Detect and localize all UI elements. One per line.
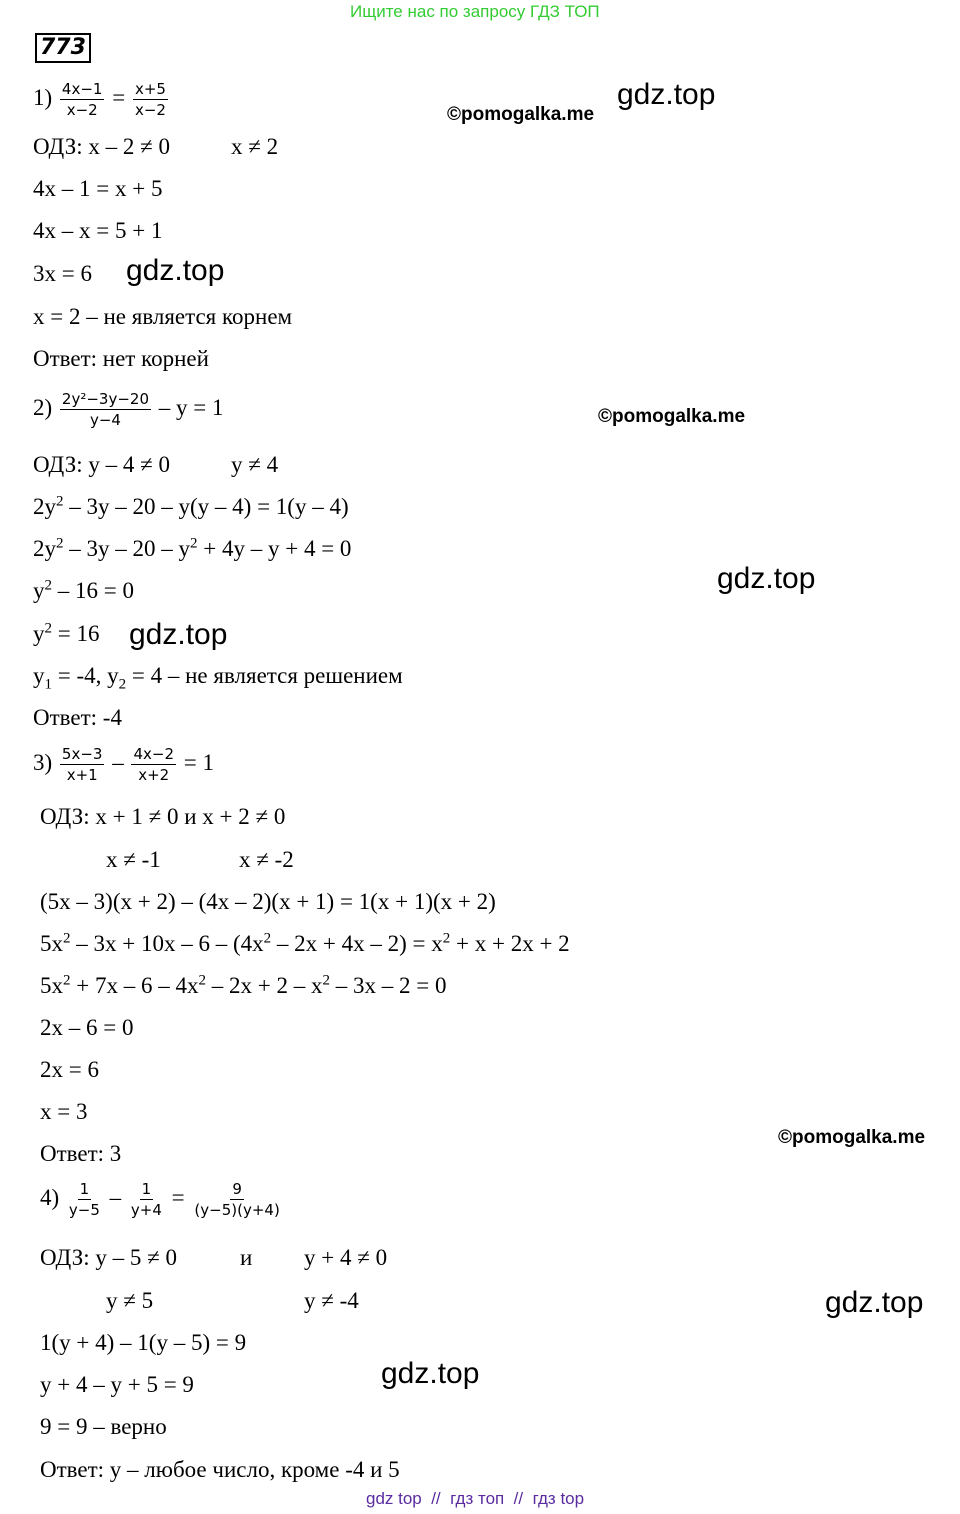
watermark-copyright: ©pomogalka.me (778, 1127, 926, 1148)
watermark-gdz: gdz.top (617, 78, 716, 111)
fraction: $\frac{1}{y-5}$ (68, 1180, 100, 1219)
p4-odz-result-2: y ≠ -4 (304, 1288, 359, 1313)
p4-odz-and: и (240, 1245, 253, 1270)
p3-odz-result-1: x ≠ -1 (106, 847, 161, 872)
p4-step-2: y + 4 – y + 5 = 9 (40, 1372, 194, 1397)
fraction: $\frac{x+5}{x-2}$ (134, 80, 166, 119)
p1-step-2: 4x – x = 5 + 1 (33, 218, 163, 243)
p4-odz-condition-2: y + 4 ≠ 0 (304, 1245, 388, 1270)
p2-answer: Ответ: -4 (33, 705, 122, 730)
p4-step-1: 1(y + 4) – 1(y – 5) = 9 (40, 1330, 247, 1355)
watermark-gdz: gdz.top (825, 1286, 924, 1319)
p3-step-3: $5x^2 + 7x - 6 - 4x^2 - 2x + 2 - x^2 - 3x - 2 = 0$ (40, 972, 447, 998)
p1-odz-condition: ОДЗ: x – 2 ≠ 0 (33, 134, 171, 159)
watermark-copyright: ©pomogalka.me (598, 406, 746, 427)
p4-step-3: 9 = 9 – верно (40, 1414, 167, 1439)
problem-4-equation: 4) $\frac{1}{y-5}$ – $\frac{1}{y+4}$ = $\frac{9}{(y-5)(y+4)}$ (40, 1180, 280, 1219)
p2-step-4: $y^2 = 16$ (33, 620, 100, 646)
watermark-copyright: ©pomogalka.me (447, 104, 595, 125)
problem-2-equation: 2) $\frac{\text{2y²−3y−20}}{y-4}$ – y = 1 (33, 390, 224, 429)
p1-step-1: 4x – 1 = x + 5 (33, 176, 163, 201)
p2-step-2: $2y^2 - 3y - 20 - y^2 + 4y - y + 4 = 0$ (33, 535, 352, 561)
p1-odz-result: x ≠ 2 (231, 134, 279, 159)
footer-links[interactable]: gdz top // гдз топ // гдз top (366, 1489, 585, 1508)
p1-step-3: 3x = 6 (33, 261, 92, 286)
p3-step-4: 2x – 6 = 0 (40, 1015, 134, 1040)
p3-odz-condition: ОДЗ: x + 1 ≠ 0 и x + 2 ≠ 0 (40, 804, 286, 829)
fraction: $\frac{4x-2}{x+2}$ (133, 745, 175, 784)
p1-answer: Ответ: нет корней (33, 346, 209, 371)
p2-odz-result: y ≠ 4 (231, 452, 279, 477)
problem-1-equation: 1) $\frac{4x-1}{x-2}$ = $\frac{x+5}{x-2}$ (33, 80, 166, 119)
fraction: $\frac{1}{y+4}$ (130, 1180, 162, 1219)
watermark-gdz: gdz.top (126, 254, 225, 287)
fraction: $\frac{9}{(y-5)(y+4)}$ (194, 1180, 280, 1219)
fraction: $\frac{5x-3}{x+1}$ (61, 745, 103, 784)
p4-odz-result-1: y ≠ 5 (106, 1288, 154, 1313)
p3-step-5: 2x = 6 (40, 1057, 99, 1082)
top-banner: Ищите нас по запросу ГДЗ ТОП (350, 2, 600, 21)
p3-step-6: x = 3 (40, 1099, 88, 1124)
fraction: $\frac{\text{2y²−3y−20}}{y-4}$ (61, 390, 149, 429)
p2-odz-condition: ОДЗ: y – 4 ≠ 0 (33, 452, 171, 477)
p3-answer: Ответ: 3 (40, 1141, 122, 1166)
p3-odz-result-2: x ≠ -2 (239, 847, 294, 872)
watermark-gdz: gdz.top (129, 618, 228, 651)
p1-step-4: x = 2 – не является корнем (33, 304, 293, 329)
p2-step-1: $2y^2 - 3y - 20 - y(y - 4) = 1(y - 4)$ (33, 493, 349, 519)
p3-step-2: $5x^2 - 3x + 10x - 6 - (4x^2 - 2x + 4x - 2) = x^2 + x + 2x + 2$ (40, 930, 570, 956)
p2-step-3: $y^2 - 16 = 0$ (33, 577, 134, 603)
p3-step-1: (5x – 3)(x + 2) – (4x – 2)(x + 1) = 1(x + 1)(x + 2) (40, 889, 496, 914)
problem-3-equation: 3) $\frac{5x-3}{x+1}$ – $\frac{4x-2}{x+2}$ = 1 (33, 745, 214, 784)
p4-odz-condition-1: ОДЗ: y – 5 ≠ 0 (40, 1245, 178, 1270)
watermark-gdz: gdz.top (381, 1357, 480, 1390)
task-number: 773 (35, 33, 91, 63)
p2-step-5: $y_1 = -4$, $y_2 = 4$ – не является решением (33, 663, 403, 693)
p4-answer: Ответ: y – любое число, кроме -4 и 5 (40, 1457, 400, 1482)
fraction: $\frac{4x-1}{x-2}$ (61, 80, 103, 119)
watermark-gdz: gdz.top (717, 562, 816, 595)
